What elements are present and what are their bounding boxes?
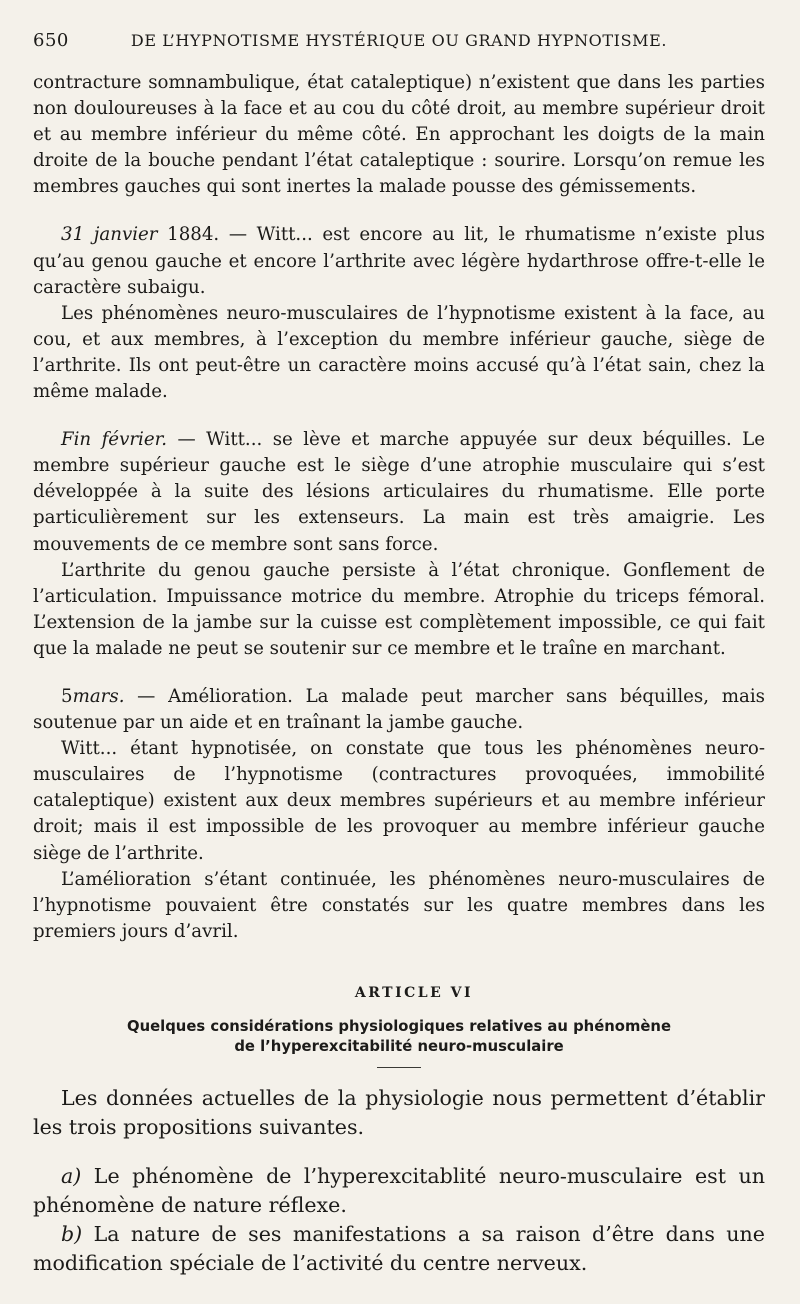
paragraph-8: L’amélioration s’étant continuée, les phénomènes neuro-musculaires de l’hypnotisme pouvaient être constatés sur les quatre membres dans les premiers jours d’avril. bbox=[33, 868, 765, 942]
paragraph-4 bbox=[33, 427, 765, 557]
proposition-b-label: b) bbox=[61, 1221, 83, 1246]
paragraph-2 bbox=[33, 222, 765, 300]
article-heading: ARTICLE VI bbox=[354, 984, 474, 1001]
article-body bbox=[33, 1084, 765, 1278]
section-title-line-1: Quelques considérations physiologiques relatives au phénomène bbox=[127, 1017, 671, 1035]
running-title: DE L’HYPNOTISME HYSTÉRIQUE OU GRAND HYPNOTISME. bbox=[130, 31, 668, 50]
proposition-b-text: La nature de ses manifestations a sa raison d’être dans une modification spéciale de l’activité du centre nerveux. bbox=[33, 1221, 765, 1275]
paragraph-2-text: — Witt... est encore au lit, le rhumatisme n’existe plus qu’au genou gauche et encore l’arthrite avec légère hydarthrose offre-t-elle le caractère subaigu. bbox=[33, 224, 765, 298]
paragraph-7: Witt... étant hypnotisée, on constate que tous les phénomènes neuro-musculaires de l’hypnotisme (contractures provoquées, immobilité cataleptique) existent aux deux membres supérieurs et au membre inférieur droit; mais il est impossible de les provoquer au membre inférieur gauche siège de l’arthrite. bbox=[33, 738, 765, 864]
section-title-line-2: de l’hyperexcitabilité neuro-musculaire bbox=[234, 1037, 564, 1055]
paragraph-3: Les phénomènes neuro-musculaires de l’hypnotisme existent à la face, au cou, et aux membres, à l’exception du membre inférieur gauche, siège de l’arthrite. Ils ont peut-être un caractère moins accusé qu’à l’état sain, chez la même malade. bbox=[33, 302, 765, 403]
paragraph-6 bbox=[33, 684, 765, 736]
proposition-a-label: a) bbox=[61, 1163, 82, 1188]
paragraph-4-text: — Witt... se lève et marche appuyée sur deux béquilles. Le membre supérieur gauche est le siège d’une atrophie musculaire qui s’est développée à la suite des lésions articulaires du rhumatisme. Elle porte particulièrement sur les extenseurs. La main est très amaigrie. Les mouvements de ce membre sont sans force. bbox=[33, 429, 765, 555]
paragraph-1: contracture somnambulique, état cataleptique) n’existent que dans les parties non douloureuses à la face et au cou du côté droit, au membre supérieur droit et au membre inférieur du même côté. En approchant les doigts de la main droite de la bouche pendant l’état cataleptique : sourire. Lorsqu’on remue les membres gauches qui sont inertes la malade pousse des gémissements. bbox=[33, 72, 765, 198]
paragraph-6-text: — Amélioration. La malade peut marcher sans béquilles, mais soutenue par un aide et en traînant la jambe gauche. bbox=[33, 685, 765, 734]
section-title bbox=[33, 1017, 765, 1057]
entry-date-march: mars. bbox=[72, 685, 125, 707]
proposition-a-text: Le phénomène de l’hyperexcitablité neuro-musculaire est un phénomène de nature réflexe. bbox=[33, 1163, 765, 1217]
proposition-b bbox=[33, 1220, 765, 1278]
book-page bbox=[33, 30, 765, 1290]
running-head bbox=[33, 30, 765, 70]
entry-date-february: Fin février. bbox=[61, 429, 168, 451]
body-text bbox=[33, 70, 765, 945]
entry-date-january: 31 janvier bbox=[61, 224, 158, 246]
proposition-a bbox=[33, 1162, 765, 1220]
article-intro: Les données actuelles de la physiologie nous permettent d’établir les trois propositions suivantes. bbox=[33, 1085, 765, 1139]
entry-day-number: 5 bbox=[61, 685, 73, 707]
entry-year: 1884. bbox=[157, 224, 220, 246]
page-number: 650 bbox=[33, 30, 69, 51]
section-divider bbox=[377, 1067, 421, 1068]
paragraph-5: L’arthrite du genou gauche persiste à l’état chronique. Gonflement de l’articulation. Impuissance motrice du membre. Atrophie du triceps fémoral. L’extension de la jambe sur la cuisse est complètement impossible, ce qui fait que la malade ne peut se soutenir sur ce membre et le traîne en marchant. bbox=[33, 559, 765, 659]
